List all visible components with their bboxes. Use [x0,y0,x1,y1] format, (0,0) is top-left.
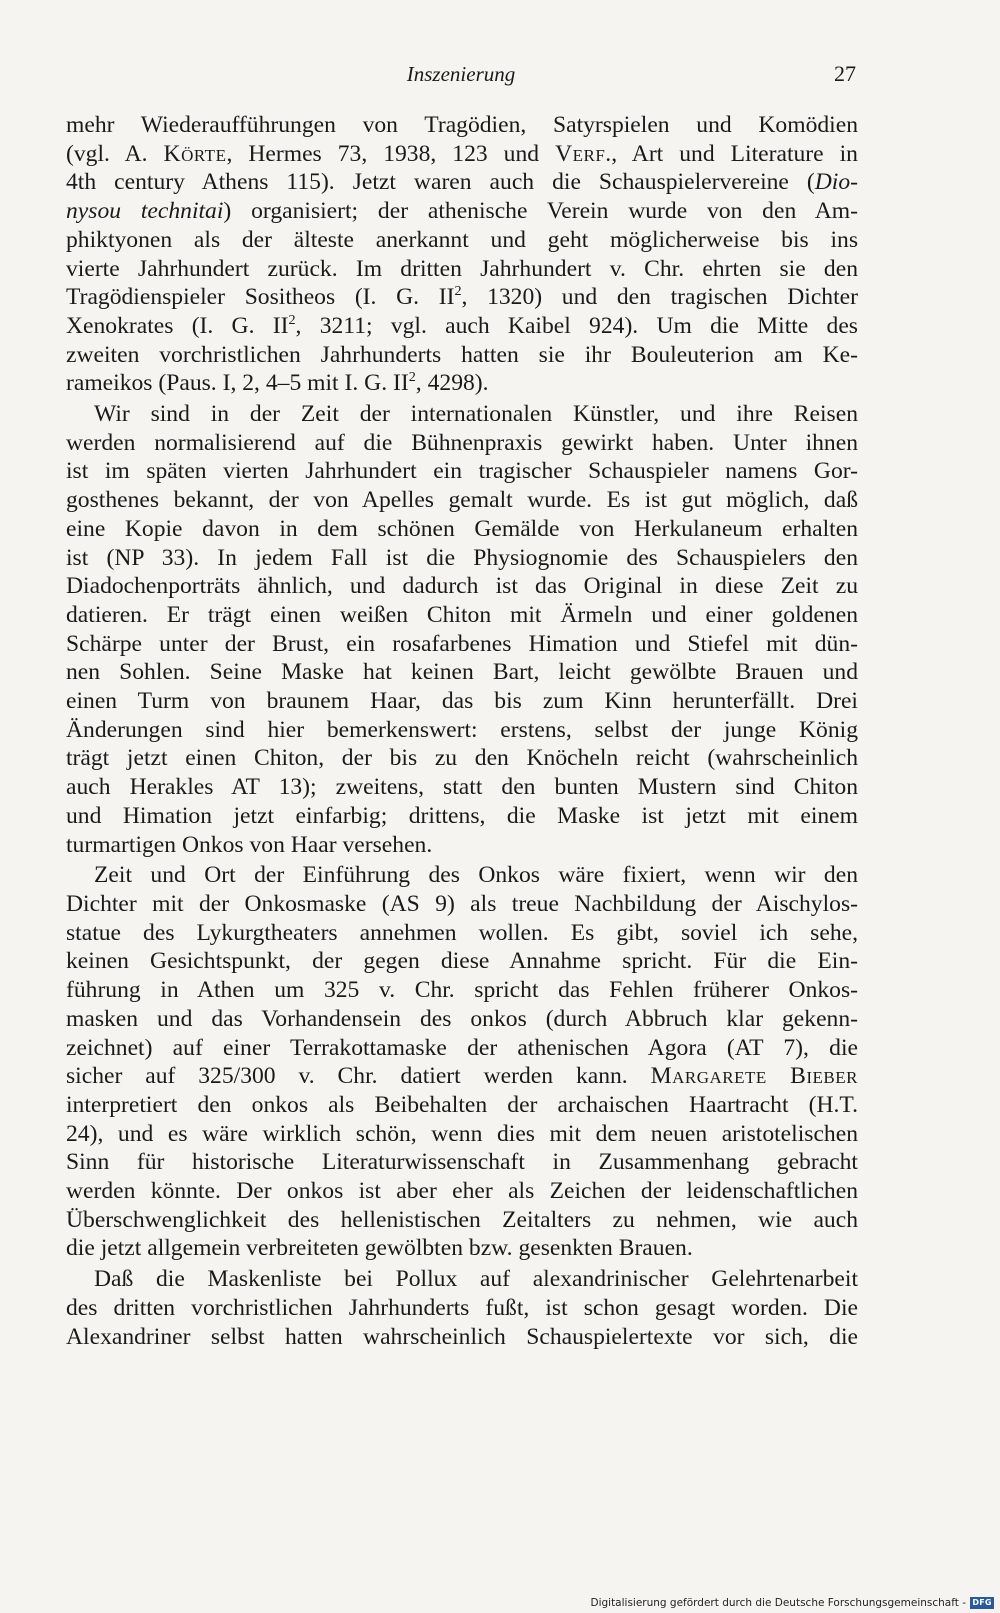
text-run: rameikos (Paus. I, 2, 4–5 mit I. G. II [66,370,409,397]
text-line: Dichter mit der Onkosmaske (AS 9) als treue Nachbildung der Aischylos- [66,890,858,917]
text-run: , 3211; vgl. auch Kaibel 924). Um die Mitte des [295,312,858,339]
paragraph-1 [66,111,858,398]
text-line: zweiten vorchristlichen Jahrhunderts hatten sie ihr Bouleuterion am Ke- [66,341,858,368]
text-line: Alexandriner selbst hatten wahrscheinlich Schauspielertexte vor sich, die [66,1323,858,1350]
text-run: Xenokrates (I. G. II [66,312,289,339]
text-line: werden könnte. Der onkos ist aber eher als Zeichen der leidenschaftlichen [66,1178,858,1205]
text-line [66,168,858,197]
text-run: , 1320) und den tragischen Dichter [461,284,858,311]
text-run: ) organisiert; der athenische Verein wurde von den Am- [223,198,859,225]
text-line: Änderungen sind hier bemerkenswert: erstens, selbst der junge König [66,716,858,743]
text-line: Überschwenglichkeit des hellenistischen Zeitalters zu nehmen, wie auch [66,1206,858,1233]
author-name: Margarete Bieber [650,1063,858,1090]
text-line: nen Sohlen. Seine Maske hat keinen Bart, leicht gewölbte Brauen und [66,659,858,686]
text-line: werden normalisierend auf die Bühnenpraxis gewirkt haben. Unter ihnen [66,429,858,456]
text-line: zeichnet) auf einer Terrakottamaske der athenischen Agora (AT 7), die [66,1034,858,1061]
italic-term: nysou technitai [66,198,224,225]
paragraph-4 [66,1265,858,1351]
italic-term: Dio- [814,169,858,196]
text-line: Zeit und Ort der Einführung des Onkos wäre fixiert, wenn wir den [94,862,858,889]
text-line [66,1062,858,1091]
dfg-logo: DFG [970,1597,994,1609]
text-line: Daß die Maskenliste bei Pollux auf alexandrinischer Gelehrtenarbeit [94,1266,858,1293]
superscript: 2 [288,312,296,329]
text-line: masken und das Vorhandensein des onkos (durch Abbruch klar gekenn- [66,1005,858,1032]
text-line: Schärpe unter der Brust, ein rosafarbenes Himation und Stiefel mit dün- [66,630,858,657]
text-line: führung in Athen um 325 v. Chr. spricht das Fehlen früherer Onkos- [66,977,858,1004]
text-run: , Hermes 73, 1938, 123 und [226,140,556,167]
author-abbrev: Verf [555,140,606,167]
text-line: Diadochenporträts ähnlich, und dadurch ist das Original in diese Zeit zu [66,573,858,600]
paragraph-3 [66,861,858,1263]
text-line: 24), und es wäre wirklich schön, wenn dies mit dem neuen aristotelischen [66,1120,858,1147]
author-name: Körte [163,140,227,167]
text-run: ., Art und Literature in [605,140,858,167]
text-line [66,312,858,341]
text-line: ist im späten vierten Jahrhundert ein tragischer Schauspieler namens Gor- [66,458,858,485]
text-line: phiktyonen als der älteste anerkannt und geht möglicherweise bis ins [66,226,858,253]
text-line: einen Turm von braunem Haar, das bis zum Kinn herunterfällt. Drei [66,688,858,715]
text-line: interpretiert den onkos als Beibehalten der archaischen Haartracht (H.T. [66,1091,858,1118]
text-line: Sinn für historische Literaturwissenschaft in Zusammenhang gebracht [66,1149,858,1176]
text-run: 4th century Athens 115). Jetzt waren auch die Schauspielervereine ( [66,169,815,196]
text-line: die jetzt allgemein verbreiteten gewölbten bzw. gesenkten Brauen. [66,1235,693,1262]
superscript: 2 [408,369,416,386]
text-run: (vgl. A. [66,140,164,167]
text-line: trägt jetzt einen Chiton, der bis zu den Knöcheln reicht (wahrscheinlich [66,745,858,772]
text-run: Tragödienspieler Sositheos (I. G. II [66,284,455,311]
running-title: Inszenierung [406,62,516,86]
text-run: , 4298). [415,370,489,397]
text-line: turmartigen Onkos von Haar versehen. [66,831,433,858]
text-line: statue des Lykurgtheaters annehmen wollen. Es gibt, soviel ich sehe, [66,919,858,946]
text-line: mehr Wiederaufführungen von Tragödien, Satyrspielen und Komödien [66,112,858,138]
digitization-credit [590,1597,994,1609]
text-line: auch Herakles AT 13); zweitens, statt den bunten Mustern sind Chiton [66,774,858,801]
text-line: des dritten vorchristlichen Jahrhunderts fußt, ist schon gesagt worden. Die [66,1294,858,1321]
paragraph-2 [66,400,858,859]
running-header [66,62,856,92]
page-number: 27 [834,61,856,86]
superscript: 2 [454,283,462,300]
text-line: gosthenes bekannt, der von Apelles gemalt wurde. Es ist gut möglich, daß [66,487,858,514]
text-line: ist (NP 33). In jedem Fall ist die Physiognomie des Schauspielers den [66,544,858,571]
text-line: und Himation jetzt einfarbig; drittens, die Maske ist jetzt mit einem [66,802,858,829]
text-line: datieren. Er trägt einen weißen Chiton mit Ärmeln und einer goldenen [66,601,858,628]
text-line: keinen Gesichtspunkt, der gegen diese Annahme spricht. Für die Ein- [66,948,858,975]
body-text [66,111,858,1351]
text-line [66,140,858,169]
text-line [66,369,858,398]
credit-text: Digitalisierung gefördert durch die Deutsche Forschungsgemeinschaft - [590,1597,966,1609]
text-line: eine Kopie davon in dem schönen Gemälde von Herkulaneum erhalten [66,515,858,542]
text-line [66,197,858,226]
text-line: vierte Jahrhundert zurück. Im dritten Jahrhundert v. Chr. ehrten sie den [66,255,858,282]
text-line: Wir sind in der Zeit der internationalen Künstler, und ihre Reisen [94,401,858,428]
text-run: sicher auf 325/300 v. Chr. datiert werden kann. [66,1063,651,1090]
text-line [66,283,858,312]
